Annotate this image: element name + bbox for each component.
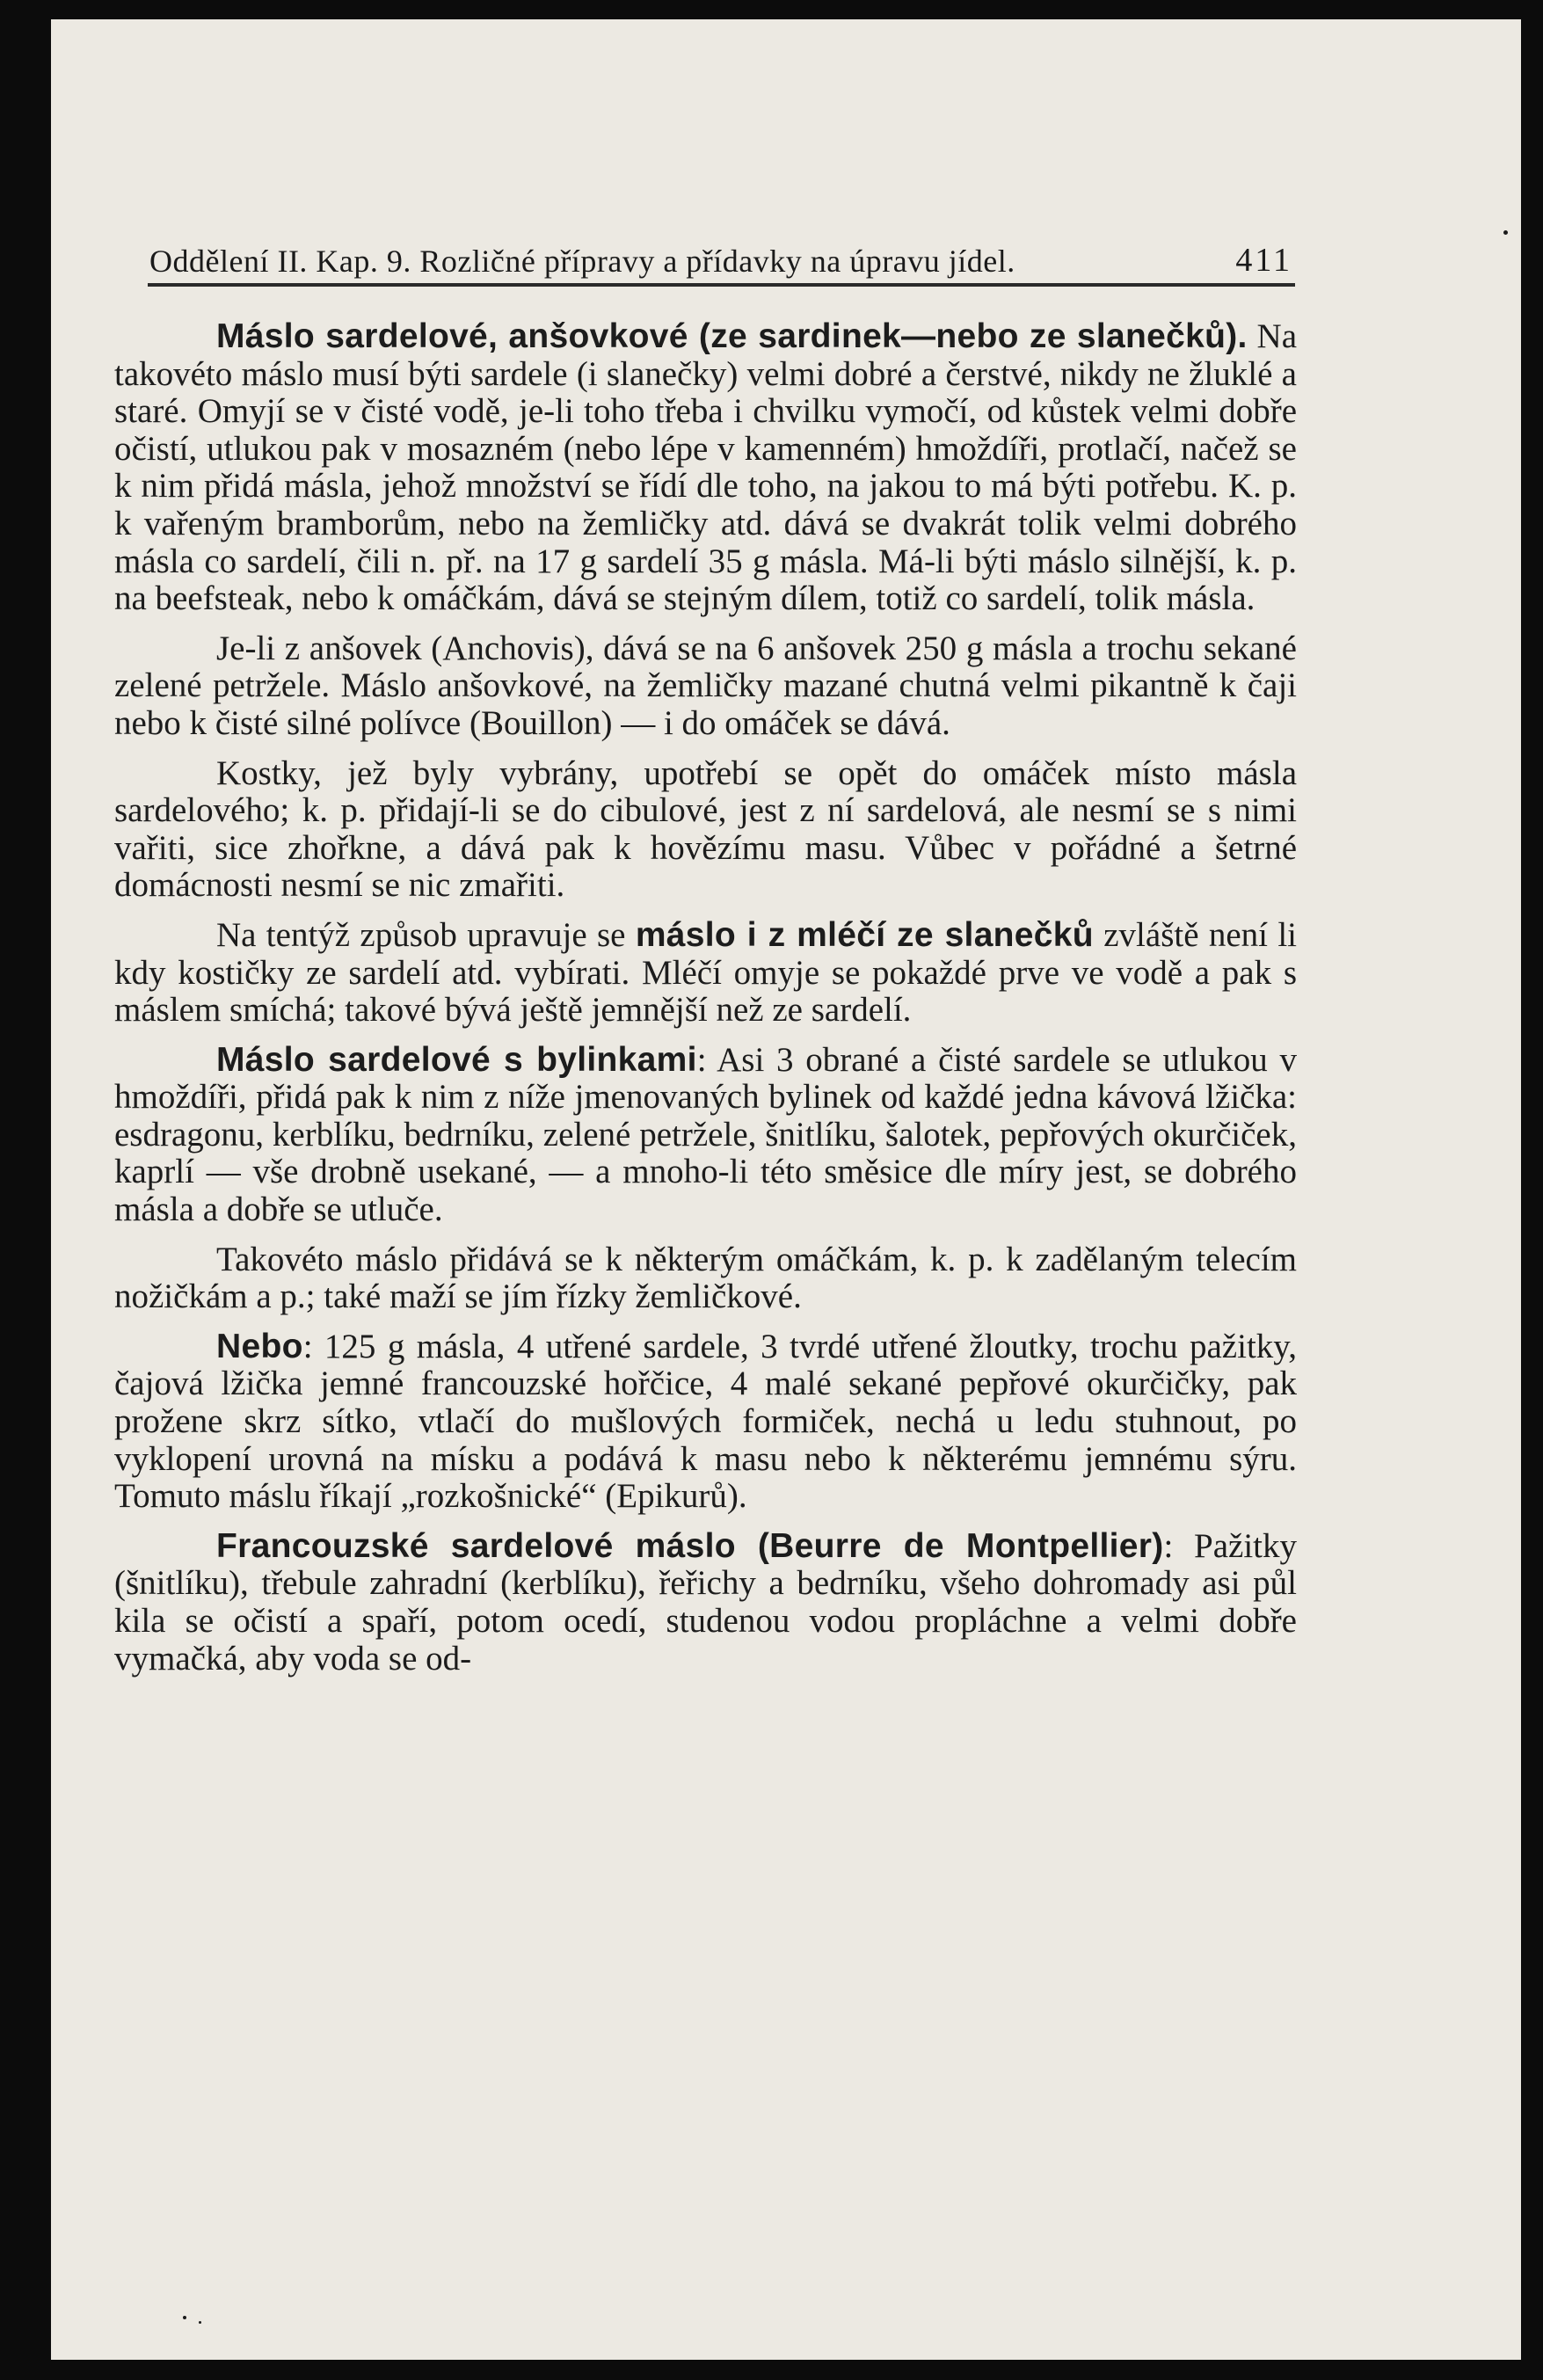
recipe-heading: Máslo sardelové, anšovkové (ze sardinek—nebo ze slanečků). (216, 317, 1248, 355)
inline-bold: máslo i z mléčí ze slanečků (635, 915, 1094, 954)
paragraph-text: zvláště není li kdy kostičky ze sardelí atd. vybírati. Mléčí omyje se pokaždé prve ve vodě a pak s máslem smíchá; takové bývá ještě jemnější než ze sardelí. (114, 915, 1297, 1030)
page-body (114, 318, 1297, 1690)
header-rule (148, 283, 1295, 287)
paragraph-text: Na takovéto máslo musí býti sardele (i slanečky) velmi dobré a čerstvé, nikdy ne žluklé a staré. Omyjí se v čisté vodě, je-li toho třeba i chvilku vymočí, od kůstek velmi dobře očistí, utlukou pak v mosazném (nebo lépe v kamenném) hmoždíři, protlačí, načež se k nim přidá másla, jehož množství se řídí dle toho, na jakou to má býti potřebu. K. p. k vařeným bramborům, nebo na žemličky atd. dává se dvakrát tolik velmi dobrého másla co sardelí, čili n. př. na 17 g sardelí 35 g másla. Má-li býti máslo silnější, k. p. na beefsteak, nebo k omáčkám, dává se stejným dílem, totiž co sardelí, tolik másla. (114, 317, 1298, 618)
paragraph-milt-butter (114, 917, 1297, 1030)
paragraph-text: : 125 g másla, 4 utřené sardele, 3 tvrdé utřené žloutky, trochu pažitky, čajová lžička jemné francouzské hořčice, 4 malé sekané pepřové okurčičky, pak prožene skrz sítko, vtlačí do mušlových formiček, nechá u ledu stuhnout, po vyklopení urovná na mísku a podává k masu nebo k některému jemnému sýru. Tomuto máslu říkají „rozkošnické“ (Epikurů). (114, 1327, 1297, 1516)
paragraph-bones: Kostky, jež byly vybrány, upotřebí se opět do omáček místo másla sardelového; k. p. přidají-li se do cibulové, jest z ní sardelová, ale nesmí se s nimi vařiti, sice zhořkne, a dává pak k hovězímu masu. Vůbec v pořádné a šetrné domácnosti nesmí se nic zmařiti. (114, 753, 1297, 905)
book-page (51, 19, 1521, 2360)
paragraph-text: Na tentýž způsob upravuje se (216, 915, 626, 954)
recipe-heading: Francouzské sardelové máslo (Beurre de Montpellier) (216, 1526, 1164, 1565)
recipe-heading: Máslo sardelové s bylinkami (216, 1040, 697, 1079)
scan-speck (199, 2321, 201, 2324)
paragraph-variant (114, 1328, 1297, 1516)
recipe-heading: Nebo (216, 1327, 303, 1365)
page-number: 411 (1235, 242, 1292, 279)
header-title: Oddělení II. Kap. 9. Rozličné přípravy a přídavky na úpravu jídel. (149, 244, 1015, 279)
running-header (149, 216, 1292, 280)
paragraph-anchovy: Je-li z anšovek (Anchovis), dává se na 6 anšovek 250 g másla a trochu sekané zelené petržele. Máslo anšovkové, na žemličky mazané chutná velmi pikantně k čaji nebo k čisté silné polívce (Bouillon) — i do omáček se dává. (114, 629, 1297, 742)
paragraph-sardine-butter (114, 318, 1297, 618)
paragraph-montpellier (114, 1528, 1297, 1678)
paragraph-herb-butter (114, 1042, 1297, 1229)
scan-speck (1503, 230, 1508, 235)
paragraph-text: : Asi 3 obrané a čisté sardele se utlukou v hmoždíři, přidá pak k nim z níže jmenovaných bylinek od každé jedna kávová lžička: esdragonu, kerblíku, bedrníku, zelené petržele, šnitlíku, šalotek, pepřových okurčiček, kaprlí — vše drobně usekané, — a mnoho-li této směsice dle míry jest, se dobrého másla a dobře se utluče. (114, 1040, 1297, 1229)
paragraph-usage: Takovéto máslo přidává se k některým omáčkám, k. p. k zadělaným telecím nožičkám a p.; také maží se jím řízky žemličkové. (114, 1240, 1297, 1316)
scan-speck (183, 2316, 186, 2319)
paragraph-text: : Pažitky (šnitlíku), třebule zahradní (kerblíku), řeřichy a bedrníku, všeho dohromady asi půl kila se očistí a spaří, potom ocedí, studenou vodou propláchne a velmi dobře vymačká, aby voda se od- (114, 1526, 1297, 1678)
